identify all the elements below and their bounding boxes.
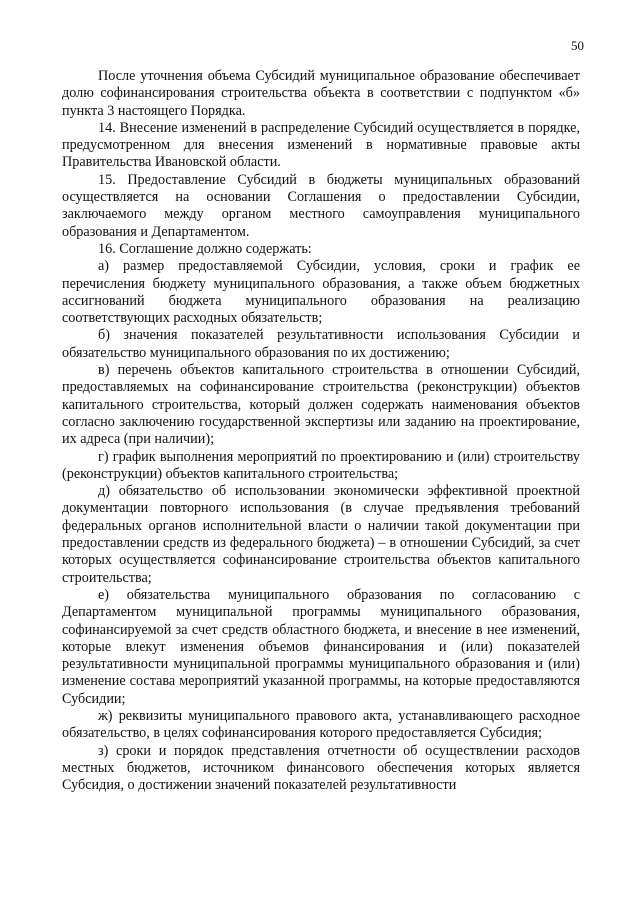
list-item-z: з) сроки и порядок представления отчетности об осуществлении расходов местных бюджетов, источником финансового обеспечения которых является Субсидия, о достижении значений показателей результативности: [62, 742, 580, 794]
list-item-e: е) обязательства муниципального образования по согласованию с Департаментом муниципальной программы муниципального образования, софинансируемой за счет средств областного бюджета, и внесение в нее изменений, которые влекут изменения объемов финансирования и (или) показателей результативности муниципальной программы муниципального образования и (или) изменение состава мероприятий указанной программы, на которые предоставляются Субсидии;: [62, 586, 580, 707]
list-item-d: д) обязательство об использовании экономически эффективной проектной документации повторного использования (в случае предъявления требований федеральных органов исполнительной власти о наличии такой документации при предоставлении средств из федерального бюджета) – в отношении Субсидий, за счет которых осуществляется софинансирование строительства объектов капитального строительства;: [62, 483, 580, 586]
list-item-v: в) перечень объектов капитального строительства в отношении Субсидий, предоставляемых на софинансирование строительства (реконструкции) объектов капитального строительства, который должен содержать наименования объектов согласно заключению государственной экспертизы или заданию на проектирование, их адреса (при наличии);: [62, 362, 580, 448]
list-item-b: б) значения показателей результативности использования Субсидии и обязательство муниципального образования по их достижению;: [62, 327, 580, 361]
paragraph-subsidy-volume-clarification: После уточнения объема Субсидий муниципальное образование обеспечивает долю софинансирования строительства объекта в соответствии с подпунктом «б» пункта 3 настоящего Порядка.: [62, 68, 580, 119]
paragraph-15-provision-basis: 15. Предоставление Субсидий в бюджеты муниципальных образований осуществляется на основании Соглашения о предоставлении Субсидии, заключаемого между органом местного самоуправления муниципального образования и Департаментом.: [62, 171, 580, 240]
list-item-a: а) размер предоставляемой Субсидии, условия, сроки и график ее перечисления бюджету муниципального образования, а также объем бюджетных ассигнований бюджета муниципального образования на реализацию соответствующих расходных обязательств;: [62, 258, 580, 327]
list-item-g: г) график выполнения мероприятий по проектированию и (или) строительству (реконструкции) объектов капитального строительства;: [62, 448, 580, 482]
list-item-zh: ж) реквизиты муниципального правового акта, устанавливающего расходное обязательство, в целях софинансирования которого предоставляется Субсидия;: [62, 707, 580, 742]
paragraph-16-agreement-contents: 16. Соглашение должно содержать:: [98, 240, 312, 257]
document-body: [62, 68, 580, 794]
page-number: 50: [571, 38, 584, 53]
paragraph-14-distribution-changes: 14. Внесение изменений в распределение Субсидий осуществляется в порядке, предусмотренном для внесения изменений в нормативные правовые акты Правительства Ивановской области.: [62, 119, 580, 171]
